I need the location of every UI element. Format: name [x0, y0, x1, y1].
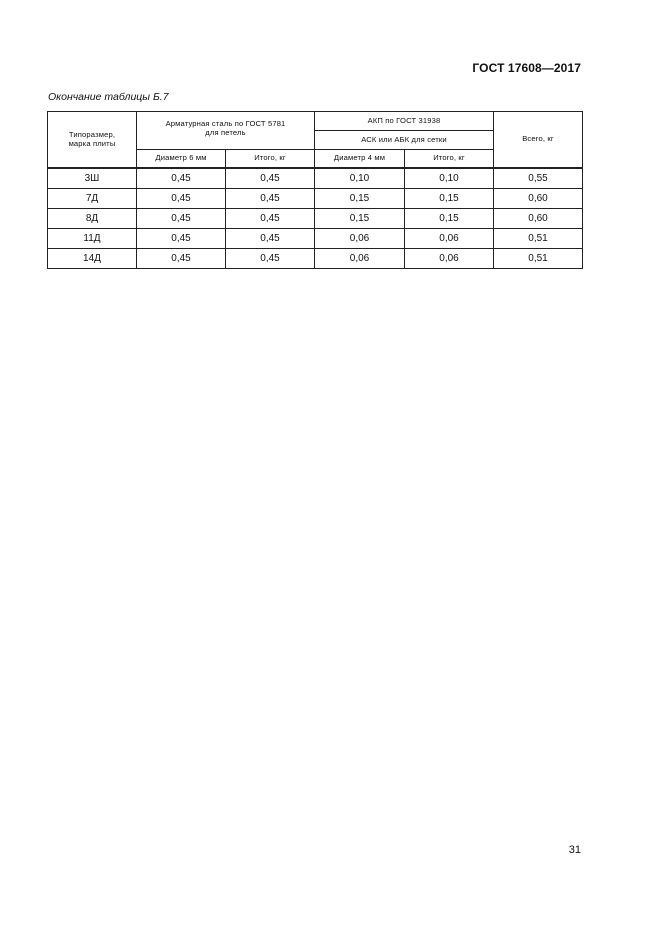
header-group-rebar: [137, 112, 315, 150]
cell-akp-diameter: 0,15: [315, 189, 405, 209]
table-row: [48, 189, 583, 209]
table-row: [48, 249, 583, 269]
cell-rebar-diameter: 0,45: [137, 189, 226, 209]
cell-akp-total: 0,15: [405, 189, 494, 209]
cell-akp-diameter: 0,10: [315, 168, 405, 189]
cell-rebar-total: 0,45: [226, 209, 315, 229]
cell-akp-diameter: 0,15: [315, 209, 405, 229]
cell-akp-total: 0,15: [405, 209, 494, 229]
cell-akp-total: 0,06: [405, 249, 494, 269]
cell-akp-diameter: 0,06: [315, 249, 405, 269]
cell-mark: 14Д: [48, 249, 137, 269]
cell-rebar-total: 0,45: [226, 168, 315, 189]
header-type-mark-label: Типоразмер, марка плиты: [68, 129, 116, 148]
cell-rebar-total: 0,45: [226, 249, 315, 269]
cell-mark: 7Д: [48, 189, 137, 209]
cell-total: 0,60: [494, 189, 583, 209]
header-rebar-total: Итого, кг: [226, 150, 315, 169]
cell-akp-total: 0,10: [405, 168, 494, 189]
cell-total: 0,51: [494, 229, 583, 249]
cell-rebar-diameter: 0,45: [137, 209, 226, 229]
cell-akp-diameter: 0,06: [315, 229, 405, 249]
header-rebar-diameter: Диаметр 6 мм: [137, 150, 226, 169]
page-number: 31: [568, 844, 581, 856]
cell-mark: 8Д: [48, 209, 137, 229]
table-row: [48, 209, 583, 229]
cell-rebar-diameter: 0,45: [137, 229, 226, 249]
cell-total: 0,51: [494, 249, 583, 269]
header-total: Всего, кг: [494, 112, 583, 169]
cell-rebar-total: 0,45: [226, 189, 315, 209]
header-akp-total: Итого, кг: [405, 150, 494, 169]
standard-designation: ГОСТ 17608—2017: [472, 61, 581, 75]
cell-total: 0,55: [494, 168, 583, 189]
header-group-rebar-label: Арматурная сталь по ГОСТ 5781 для петель: [165, 119, 286, 138]
header-type-mark: [48, 112, 137, 169]
header-group-akp: АКП по ГОСТ 31938: [315, 112, 494, 131]
cell-rebar-total: 0,45: [226, 229, 315, 249]
header-subgroup-ask: АСК или АБК для сетки: [315, 131, 494, 150]
cell-rebar-diameter: 0,45: [137, 249, 226, 269]
material-table: [47, 111, 583, 269]
table-caption: Окончание таблицы Б.7: [48, 91, 169, 103]
cell-akp-total: 0,06: [405, 229, 494, 249]
cell-mark: 11Д: [48, 229, 137, 249]
table-row: [48, 229, 583, 249]
cell-rebar-diameter: 0,45: [137, 168, 226, 189]
header-akp-diameter: Диаметр 4 мм: [315, 150, 405, 169]
cell-mark: 3Ш: [48, 168, 137, 189]
table-row: [48, 168, 583, 189]
cell-total: 0,60: [494, 209, 583, 229]
